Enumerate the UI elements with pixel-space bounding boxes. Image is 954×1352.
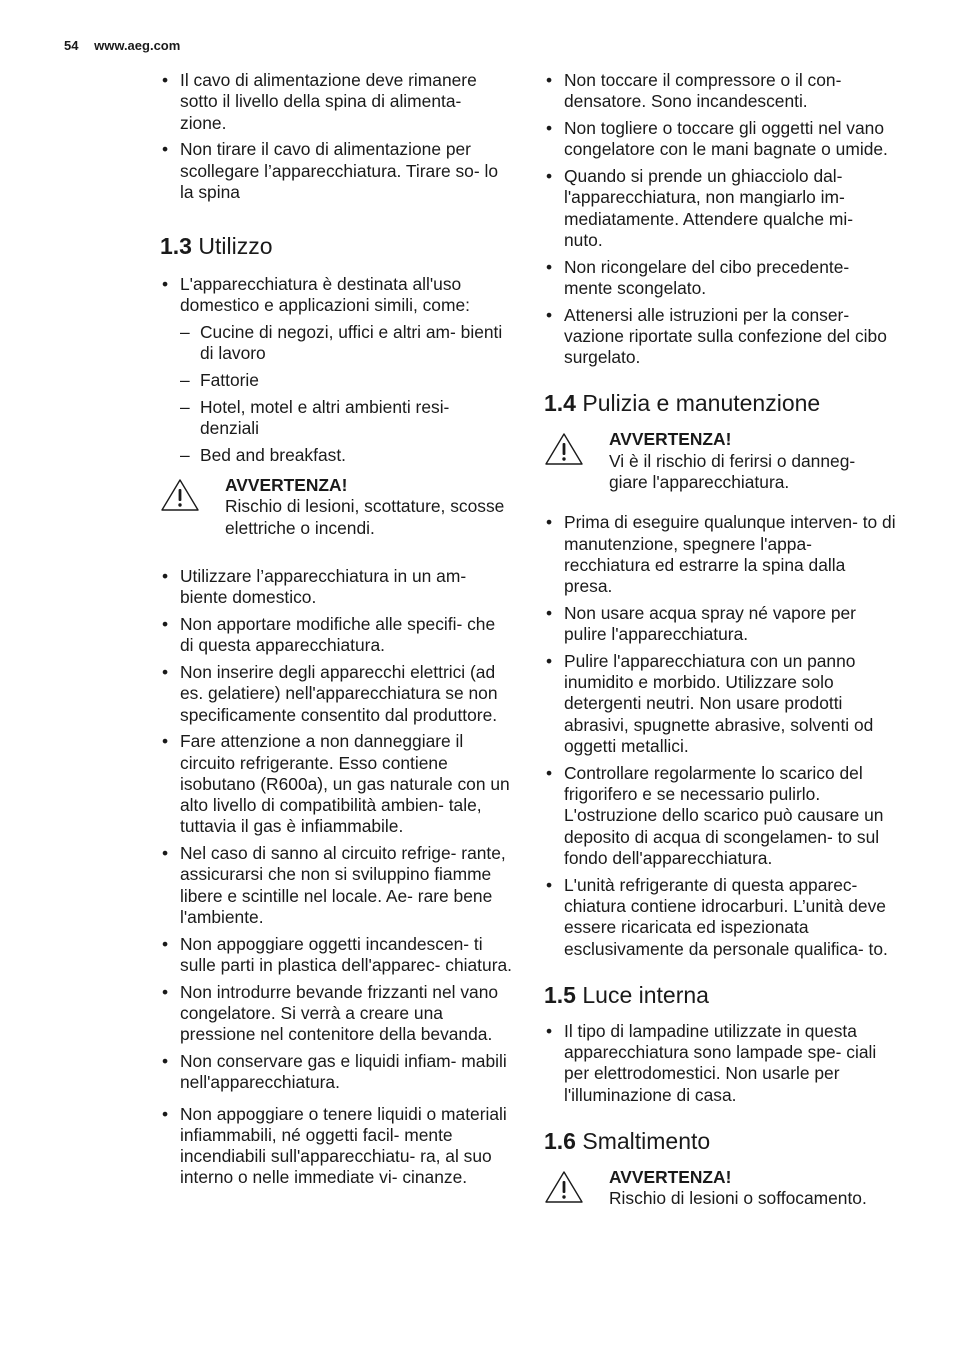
warning-triangle-icon bbox=[544, 432, 584, 466]
section-title: Utilizzo bbox=[198, 233, 273, 260]
sublist-item: – Bed and breakfast. bbox=[160, 445, 512, 466]
use-intro-list bbox=[160, 274, 512, 317]
left-column bbox=[160, 70, 512, 1194]
section-number: 1.4 bbox=[544, 390, 576, 417]
use-sublist bbox=[160, 322, 512, 466]
list-item: • Pulire l'apparecchiatura con un panno inumidito e morbido. Utilizzare solo detergenti neutri. Non usare prodotti abrasivi, spugnette abrasive, solventi od oggetti metallici. bbox=[544, 651, 896, 757]
section-heading-1-3 bbox=[160, 232, 512, 260]
warning-block bbox=[544, 1167, 896, 1210]
list-item: • Controllare regolarmente lo scarico del frigorifero e se necessario pulirlo. L'ostruzione dello scarico può causare un deposito di acqua di scongelamen- to sul fondo dell'apparecchiatura. bbox=[544, 763, 896, 869]
list-item: • Fare attenzione a non danneggiare il circuito refrigerante. Esso contiene isobutano (R600a), un gas naturale con un alto livello di compatibilità ambien- tale, tuttavia il gas è infiammabile. bbox=[160, 731, 512, 837]
list-item: • Nel caso di sanno al circuito refrige- rante, assicurarsi che non si sviluppino fiamme libere e scintille nel locale. Ae- rare bene l'ambiente. bbox=[160, 843, 512, 928]
use-rules-list bbox=[160, 566, 512, 1094]
warning-title: AVVERTENZA! bbox=[225, 475, 348, 496]
warning-block bbox=[160, 475, 512, 539]
list-item: • Attenersi alle istruzioni per la conser- vazione riportate sulla confezione del cibo surgelato. bbox=[544, 305, 896, 369]
warning-triangle-icon bbox=[544, 1170, 584, 1204]
section-title: Luce interna bbox=[582, 981, 709, 1008]
list-item: • Non tirare il cavo di alimentazione per scollegare l’apparecchiatura. Tirare so- lo la spina bbox=[160, 139, 512, 203]
sublist-item: – Cucine di negozi, uffici e altri am- bienti di lavoro bbox=[160, 322, 512, 365]
list-item: • L'apparecchiatura è destinata all'uso domestico e applicazioni simili, come: bbox=[160, 274, 512, 317]
list-item: • Il cavo di alimentazione deve rimanere sotto il livello della spina di alimenta- zione. bbox=[160, 70, 512, 134]
section-heading-1-5 bbox=[544, 981, 896, 1009]
warning-text: Rischio di lesioni o soffocamento. bbox=[609, 1188, 867, 1209]
list-item: • Non appoggiare oggetti incandescen- ti sulle parti in plastica dell'apparec- chiatura. bbox=[160, 934, 512, 977]
list-item: • Non toccare il compressore o il con- densatore. Sono incandescenti. bbox=[544, 70, 896, 113]
section-title: Pulizia e manutenzione bbox=[582, 390, 821, 417]
list-item: • Prima di eseguire qualunque interven- to di manutenzione, spegnere l'appa- recchiatura ed estrarre la spina dalla presa. bbox=[544, 512, 896, 597]
list-item: • Non apportare modifiche alle specifi- che di questa apparecchiatura. bbox=[160, 614, 512, 657]
power-cord-list bbox=[160, 70, 512, 203]
list-item: • Utilizzare l’apparecchiatura in un am- biente domestico. bbox=[160, 566, 512, 609]
warning-text: Rischio di lesioni, scottature, scosse elettriche o incendi. bbox=[225, 496, 505, 538]
website-url: www.aeg.com bbox=[94, 38, 181, 53]
warning-title: AVVERTENZA! bbox=[609, 1167, 732, 1187]
list-item: • Non usare acqua spray né vapore per pulire l'apparecchiatura. bbox=[544, 603, 896, 646]
list-item: • Quando si prende un ghiacciolo dal- l'apparecchiatura, non mangiarlo im- mediatamente. Attendere qualche mi- nuto. bbox=[544, 166, 896, 251]
page-number: 54 bbox=[64, 38, 79, 53]
handling-list bbox=[544, 70, 896, 368]
flammables-list bbox=[160, 1104, 512, 1189]
page-header bbox=[64, 38, 180, 53]
section-title: Smaltimento bbox=[582, 1128, 711, 1154]
list-item: • L'unità refrigerante di questa apparec- chiatura contiene idrocarburi. L’unità deve essere ricaricata ed ispezionata esclusivamente da personale qualifica- to. bbox=[544, 875, 896, 960]
section-heading-1-4 bbox=[544, 389, 896, 417]
section-heading-1-6 bbox=[544, 1127, 896, 1155]
warning-text: Vi è il rischio di ferirsi o danneg- giare l'apparecchiatura. bbox=[609, 450, 856, 493]
list-item: • Non inserire degli apparecchi elettrici (ad es. gelatiere) nell'apparecchiatura se non specificamente consentito dal produttore. bbox=[160, 662, 512, 726]
list-item: • Il tipo di lampadine utilizzate in questa apparecchiatura sono lampade spe- ciali per elettrodomestici. Non usarle per l'illuminazione di casa. bbox=[544, 1021, 896, 1106]
list-item: • Non conservare gas e liquidi infiam- mabili nell'apparecchiatura. bbox=[160, 1051, 512, 1094]
section-number: 1.3 bbox=[160, 233, 192, 260]
section-number: 1.5 bbox=[544, 981, 576, 1008]
warning-block bbox=[544, 429, 896, 493]
list-item: • Non appoggiare o tenere liquidi o materiali infiammabili, né oggetti facil- mente incendiabili sull'apparecchiatu- ra, al suo interno o nelle immediate vi- cinanze. bbox=[160, 1104, 512, 1189]
sublist-item: – Fattorie bbox=[160, 370, 512, 391]
list-item: • Non ricongelare del cibo precedente- mente scongelato. bbox=[544, 257, 896, 300]
section-number: 1.6 bbox=[544, 1128, 576, 1154]
right-column bbox=[544, 70, 896, 1210]
sublist-item: – Hotel, motel e altri ambienti resi- denziali bbox=[160, 397, 512, 440]
list-item: • Non togliere o toccare gli oggetti nel vano congelatore con le mani bagnate o umide. bbox=[544, 118, 896, 161]
cleaning-list bbox=[544, 512, 896, 960]
list-item: • Non introdurre bevande frizzanti nel vano congelatore. Si verrà a creare una pressione nel contenitore della bevanda. bbox=[160, 982, 512, 1046]
light-list bbox=[544, 1021, 896, 1106]
warning-triangle-icon bbox=[160, 478, 200, 512]
warning-title: AVVERTENZA! bbox=[609, 429, 732, 450]
